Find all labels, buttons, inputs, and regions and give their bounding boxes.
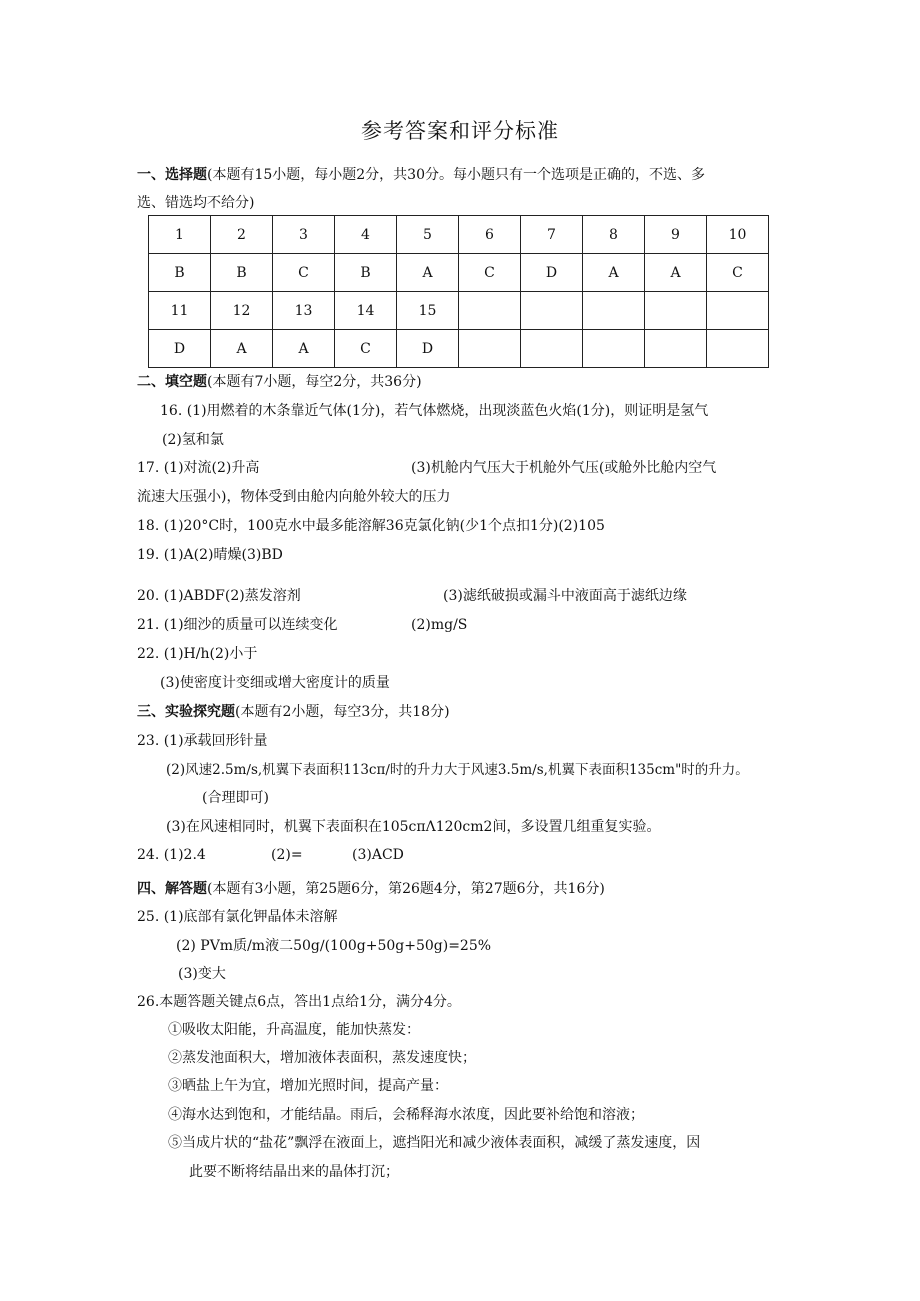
section1-desc: (本题有15小题，每小题2分，共30分。每小题只有一个选项是正确的，不选、多	[207, 167, 705, 183]
q17-part1: 17. (1)对流(2)升高	[137, 460, 260, 476]
table-cell: 14	[335, 292, 397, 330]
table-cell: 9	[645, 216, 707, 254]
table-cell: C	[273, 254, 335, 292]
section2-line	[137, 373, 422, 391]
page-title: 参考答案和评分标准	[361, 119, 559, 143]
q24-part2: (2)=	[271, 847, 303, 863]
section1-line1	[137, 166, 705, 184]
table-cell	[521, 292, 583, 330]
q25-line3: (3)变大	[178, 966, 226, 982]
table-cell: A	[645, 254, 707, 292]
table-cell	[521, 330, 583, 368]
table-cell	[707, 292, 769, 330]
q26-point5-line2: 此要不断将结晶出来的晶体打沉；	[189, 1164, 399, 1180]
table-cell: 12	[211, 292, 273, 330]
table-row	[149, 330, 769, 368]
table-cell: D	[149, 330, 211, 368]
table-cell	[459, 292, 521, 330]
q22-line2: (3)使密度计变细或增大密度计的质量	[160, 675, 390, 691]
q23-line4: (3)在风速相同时，机翼下表面积在105cπΛ120cm2间，多设置几组重复实验。	[166, 819, 661, 835]
table-cell: 15	[397, 292, 459, 330]
table-cell	[645, 292, 707, 330]
table-cell: 6	[459, 216, 521, 254]
answer-table	[148, 215, 769, 368]
table-cell: 2	[211, 216, 273, 254]
table-cell	[583, 292, 645, 330]
table-cell: 7	[521, 216, 583, 254]
q16-line2: (2)氢和氯	[162, 432, 224, 448]
section4-line	[137, 880, 605, 898]
table-cell: B	[211, 254, 273, 292]
section3-desc: (本题有2小题，每空3分，共18分)	[235, 704, 450, 720]
table-cell	[459, 330, 521, 368]
q19: 19. (1)A(2)晴燥(3)BD	[137, 547, 283, 563]
table-cell: A	[211, 330, 273, 368]
table-row	[149, 216, 769, 254]
table-row	[149, 254, 769, 292]
q23-line2: (2)风速2.5m∕s,机翼下表面积113cπ∕时的升力大于风速3.5m∕s,机翼下表面积135cm"时的升力。	[166, 762, 749, 778]
q24-part1: 24. (1)2.4	[137, 847, 206, 863]
table-cell: C	[335, 330, 397, 368]
table-cell: 4	[335, 216, 397, 254]
table-cell: A	[397, 254, 459, 292]
q21-part1: 21. (1)细沙的质量可以连续变化	[137, 617, 338, 633]
table-cell: C	[707, 254, 769, 292]
q17-line2: 流速大压强小)，物体受到由舱内向舱外较大的压力	[137, 489, 451, 505]
table-cell	[645, 330, 707, 368]
q21-part2: (2)mg/S	[411, 617, 468, 633]
section2-heading: 二、填空题	[137, 374, 207, 390]
table-cell: D	[521, 254, 583, 292]
table-cell: 13	[273, 292, 335, 330]
table-cell: 11	[149, 292, 211, 330]
table-cell: A	[583, 254, 645, 292]
q25: 25. (1)底部有氯化钾晶体未溶解	[137, 909, 338, 925]
q25-line2: (2) PVm质/m液二50g∕(100g+50g+50g)=25%	[176, 938, 492, 954]
table-cell: B	[335, 254, 397, 292]
table-cell: B	[149, 254, 211, 292]
table-cell: 5	[397, 216, 459, 254]
q24-part3: (3)ACD	[352, 847, 404, 863]
table-cell: 10	[707, 216, 769, 254]
table-cell: A	[273, 330, 335, 368]
section4-heading: 四、解答题	[137, 881, 207, 897]
q18: 18. (1)20°C时，100克水中最多能溶解36克氯化钠(少1个点扣1分)(2)105	[137, 518, 605, 534]
table-cell: 1	[149, 216, 211, 254]
section4-desc: (本题有3小题，第25题6分，第26题4分，第27题6分，共16分)	[207, 881, 605, 897]
q20-part2: (3)滤纸破损或漏斗中液面高于滤纸边缘	[443, 588, 687, 604]
q17-part2: (3)机舱内气压大于机舱外气压(或舱外比舱内空气	[411, 460, 717, 476]
section1-desc-line2: 选、错选均不给分)	[137, 195, 255, 211]
table-cell: 8	[583, 216, 645, 254]
q26-point2: ②蒸发池面积大，增加液体表面积，蒸发速度快；	[168, 1050, 476, 1066]
table-row	[149, 292, 769, 330]
q20-part1: 20. (1)ABDF(2)蒸发溶剂	[137, 588, 301, 604]
table-cell	[707, 330, 769, 368]
section1-heading: 一、选择题	[137, 167, 207, 183]
q26-point3: ③晒盐上午为宜，增加光照时间，提高产量：	[168, 1078, 448, 1094]
table-cell: 3	[273, 216, 335, 254]
section3-line	[137, 703, 450, 721]
table-cell	[583, 330, 645, 368]
q26-point4: ④海水达到饱和，才能结晶。雨后，会稀释海水浓度，因此要补给饱和溶液；	[168, 1107, 644, 1123]
table-cell: C	[459, 254, 521, 292]
section3-heading: 三、实验探究题	[137, 704, 235, 720]
q26: 26.本题答题关键点6点，答出1点给1分，满分4分。	[137, 994, 461, 1010]
table-cell: D	[397, 330, 459, 368]
q23: 23. (1)承载回形针量	[137, 733, 268, 749]
section2-desc: (本题有7小题，每空2分，共36分)	[207, 374, 422, 390]
q26-point5: ⑤当成片状的“盐花”飘浮在液面上，遮挡阳光和减少液体表面积，减缓了蒸发速度，因	[168, 1135, 701, 1151]
q16-line1: 16. (1)用燃着的木条靠近气体(1分)，若气体燃烧，出现淡蓝色火焰(1分)，则证明是氢气	[160, 403, 709, 419]
q22: 22. (1)H/h(2)小于	[137, 646, 258, 662]
q23-line3: (合理即可)	[202, 790, 269, 806]
q26-point1: ①吸收太阳能，升高温度，能加快蒸发：	[168, 1022, 420, 1038]
